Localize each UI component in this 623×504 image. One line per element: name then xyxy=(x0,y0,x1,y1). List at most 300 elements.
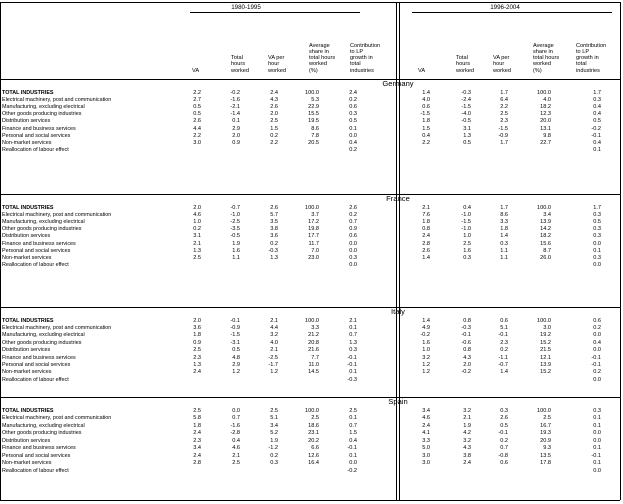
table-cell: 0.2 xyxy=(270,240,278,247)
country-header: Italy xyxy=(391,307,405,316)
row-label: Electrical machinery, post and communication xyxy=(2,96,112,103)
table-cell: 17.2 xyxy=(308,218,319,225)
row-label: TOTAL INDUSTRIES xyxy=(2,407,54,414)
table-cell: -1.6 xyxy=(230,422,240,429)
column-header-line: total xyxy=(350,61,361,68)
table-cell: 1.9 xyxy=(270,437,278,444)
table-cell: 4.8 xyxy=(232,354,240,361)
row-label: Personal and social services xyxy=(2,452,71,459)
table-cell: 20.8 xyxy=(308,339,319,346)
right-rule xyxy=(620,2,621,500)
table-cell: 0.6 xyxy=(500,317,508,324)
table-cell: 0.2 xyxy=(193,226,201,233)
table-cell: 1.4 xyxy=(500,369,508,376)
table-cell: 0.7 xyxy=(349,218,357,225)
table-cell: 17.8 xyxy=(540,460,551,466)
column-header-line: Average xyxy=(533,42,554,49)
table-cell: 3.2 xyxy=(463,437,471,444)
row-label: Finance and business services xyxy=(2,240,76,247)
table-cell: 2.4 xyxy=(463,460,471,466)
table-cell: 3.3 xyxy=(500,218,508,225)
table-cell: 2.8 xyxy=(422,240,430,247)
table-cell: 1.7 xyxy=(500,139,508,146)
row-label: Non-market services xyxy=(2,254,52,261)
table-cell: 1.7 xyxy=(593,204,601,211)
table-cell: -3.5 xyxy=(230,226,240,233)
table-cell: 2.6 xyxy=(500,415,508,421)
table-cell: 0.7 xyxy=(349,332,357,339)
table-cell: 2.5 xyxy=(193,347,201,354)
table-cell: 2.5 xyxy=(349,407,357,414)
column-header-line: Total xyxy=(231,55,243,62)
table-cell: 1.9 xyxy=(232,240,240,247)
table-cell: -2.8 xyxy=(230,430,240,436)
table-cell: -0.5 xyxy=(461,118,471,125)
column-header-line: VA xyxy=(418,67,426,74)
table-cell: 1.7 xyxy=(500,89,508,96)
table-cell: 23.1 xyxy=(308,430,319,436)
row-label: Other goods producing industries xyxy=(2,111,82,118)
table-cell: -2.5 xyxy=(230,218,240,225)
table-cell: -0.1 xyxy=(230,317,240,324)
country-rule xyxy=(0,307,620,308)
table-cell: 0.4 xyxy=(593,103,601,110)
table-cell: 0.0 xyxy=(232,407,240,414)
table-cell: -4.0 xyxy=(461,111,471,118)
table-cell: 0.0 xyxy=(593,262,601,269)
table-cell: 13.5 xyxy=(540,452,551,459)
table-cell: 4.2 xyxy=(463,430,471,436)
table-cell: 0.2 xyxy=(593,324,601,331)
table-cell: 16.7 xyxy=(540,422,551,429)
table-cell: 13.9 xyxy=(540,361,551,368)
row-label: Reallocation of labour effect xyxy=(2,376,69,383)
table-cell: 0.3 xyxy=(270,460,278,466)
table-cell: 8.6 xyxy=(311,125,319,132)
table-cell: 2.2 xyxy=(193,132,201,139)
table-cell: 0.1 xyxy=(349,369,357,376)
table-cell: 4.6 xyxy=(193,211,201,218)
table-cell: 1.5 xyxy=(422,125,430,132)
column-header-line: worked xyxy=(309,61,328,68)
table-cell: 0.0 xyxy=(593,347,601,354)
row-label: Finance and business services xyxy=(2,354,76,361)
table-cell: 4.0 xyxy=(422,96,430,103)
row-label: Distribution services xyxy=(2,437,51,444)
table-cell: 1.0 xyxy=(422,347,430,354)
table-cell: 1.8 xyxy=(422,118,430,125)
table-cell: -0.1 xyxy=(591,354,601,361)
table-cell: 0.3 xyxy=(349,347,357,354)
table-cell: 2.4 xyxy=(193,430,201,436)
period-divider-1 xyxy=(396,2,397,500)
row-label: Finance and business services xyxy=(2,125,76,132)
table-cell: 16.4 xyxy=(308,460,319,466)
table-cell: 0.4 xyxy=(593,339,601,346)
table-cell: 0.6 xyxy=(422,103,430,110)
row-label: Manufacturing, excluding electrical xyxy=(2,332,85,339)
table-cell: 17.7 xyxy=(308,233,319,240)
column-header-line: to LP xyxy=(576,48,590,55)
column-header-line: growth in xyxy=(350,55,373,62)
table-cell: -0.2 xyxy=(347,467,357,474)
column-header-line: total hours xyxy=(533,55,560,62)
table-cell: 2.7 xyxy=(193,96,201,103)
table-cell: 3.0 xyxy=(193,139,201,146)
table-cell: 1.3 xyxy=(193,247,201,254)
table-cell: 2.4 xyxy=(193,452,201,459)
row-label: Electrical machinery, post and communication xyxy=(2,415,112,421)
table-cell: -0.2 xyxy=(461,369,471,376)
table-cell: 0.0 xyxy=(349,247,357,254)
table-cell: 100.0 xyxy=(537,204,551,211)
column-header-line: worked xyxy=(493,67,512,74)
table-cell: 0.0 xyxy=(349,240,357,247)
row-label: Non-market services xyxy=(2,139,52,146)
row-label: Other goods producing industries xyxy=(2,430,82,436)
row-label: Distribution services xyxy=(2,118,51,125)
column-header-line: share in xyxy=(533,48,553,55)
bottom-rule xyxy=(0,500,620,501)
table-cell: 4.3 xyxy=(463,445,471,451)
table-cell: 3.0 xyxy=(422,452,430,459)
table-cell: 3.1 xyxy=(193,233,201,240)
table-cell: 1.6 xyxy=(232,247,240,254)
table-cell: 1.5 xyxy=(349,430,357,436)
table-cell: 1.8 xyxy=(193,332,201,339)
table-cell: 5.1 xyxy=(500,324,508,331)
table-cell: 0.1 xyxy=(232,118,240,125)
table-cell: 0.4 xyxy=(422,132,430,139)
table-cell: 0.1 xyxy=(349,415,357,421)
table-cell: 0.7 xyxy=(232,415,240,421)
row-label: Manufacturing, excluding electrical xyxy=(2,422,85,429)
table-cell: -0.3 xyxy=(268,247,278,254)
table-cell: -0.1 xyxy=(498,332,508,339)
table-cell: 1.4 xyxy=(422,254,430,261)
table-cell: 14.5 xyxy=(308,369,319,376)
table-cell: 6.6 xyxy=(311,445,319,451)
table-cell: 2.2 xyxy=(270,139,278,146)
column-header-line: VA xyxy=(192,67,200,74)
column-header-line: to LP xyxy=(350,48,364,55)
table-cell: 0.2 xyxy=(500,437,508,444)
table-cell: 2.1 xyxy=(270,317,278,324)
table-cell: 1.3 xyxy=(463,132,471,139)
table-cell: 2.6 xyxy=(270,103,278,110)
row-label: Distribution services xyxy=(2,347,51,354)
table-cell: 0.9 xyxy=(232,139,240,146)
table-cell: 1.8 xyxy=(193,422,201,429)
table-cell: 2.1 xyxy=(349,317,357,324)
table-cell: 0.4 xyxy=(593,111,601,118)
column-header-line: VA per xyxy=(268,55,285,62)
table-cell: 3.0 xyxy=(422,460,430,466)
table-cell: 3.2 xyxy=(463,407,471,414)
table-cell: 2.1 xyxy=(270,347,278,354)
row-label: TOTAL INDUSTRIES xyxy=(2,204,54,211)
table-cell: 0.0 xyxy=(349,262,357,269)
table-cell: 8.7 xyxy=(543,247,551,254)
table-cell: 0.1 xyxy=(593,460,601,466)
column-header-line: total hours xyxy=(309,55,336,62)
table-cell: 11.7 xyxy=(308,240,319,247)
table-cell: 1.3 xyxy=(349,339,357,346)
table-cell: -0.1 xyxy=(461,332,471,339)
row-label: TOTAL INDUSTRIES xyxy=(2,89,54,96)
table-cell: 3.8 xyxy=(270,226,278,233)
column-header-line: Total xyxy=(456,55,468,62)
table-cell: 1.5 xyxy=(270,125,278,132)
table-cell: 4.3 xyxy=(270,96,278,103)
table-cell: 0.0 xyxy=(593,437,601,444)
table-cell: 3.4 xyxy=(270,422,278,429)
table-cell: -0.1 xyxy=(591,361,601,368)
table-cell: -0.9 xyxy=(498,132,508,139)
table-cell: 0.8 xyxy=(463,317,471,324)
table-cell: 4.6 xyxy=(422,415,430,421)
table-cell: -0.2 xyxy=(230,89,240,96)
table-cell: -0.2 xyxy=(420,332,430,339)
left-rule xyxy=(0,2,1,500)
table-cell: 3.3 xyxy=(311,324,319,331)
top-rule xyxy=(0,2,620,3)
table-cell: -1.5 xyxy=(498,125,508,132)
column-header-line: (%) xyxy=(533,67,542,74)
table-cell: 0.2 xyxy=(270,132,278,139)
table-cell: 2.9 xyxy=(232,125,240,132)
table-cell: 0.4 xyxy=(349,139,357,146)
table-cell: 0.1 xyxy=(349,125,357,132)
table-cell: -2.4 xyxy=(461,96,471,103)
table-cell: 0.4 xyxy=(463,204,471,211)
table-cell: -0.7 xyxy=(230,204,240,211)
table-cell: 2.1 xyxy=(422,204,430,211)
table-cell: 0.6 xyxy=(349,103,357,110)
table-cell: 4.3 xyxy=(463,354,471,361)
table-cell: 18.2 xyxy=(540,103,551,110)
row-label: Non-market services xyxy=(2,369,52,376)
table-cell: 100.0 xyxy=(537,89,551,96)
table-cell: 2.5 xyxy=(500,111,508,118)
table-cell: 0.7 xyxy=(349,422,357,429)
row-label: Distribution services xyxy=(2,233,51,240)
table-cell: 14.2 xyxy=(540,226,551,233)
row-label: Personal and social services xyxy=(2,361,71,368)
table-cell: 5.8 xyxy=(193,415,201,421)
table-cell: -2.1 xyxy=(230,103,240,110)
column-header-line: hours xyxy=(231,61,245,68)
table-cell: 1.1 xyxy=(500,247,508,254)
row-label: Non-market services xyxy=(2,460,52,466)
table-cell: 11.0 xyxy=(308,361,319,368)
table-cell: -0.9 xyxy=(230,324,240,331)
table-cell: 0.0 xyxy=(593,332,601,339)
row-label: Finance and business services xyxy=(2,445,76,451)
table-cell: 1.6 xyxy=(422,339,430,346)
table-cell: 0.5 xyxy=(593,118,601,125)
table-cell: 0.3 xyxy=(593,211,601,218)
table-cell: 5.7 xyxy=(270,211,278,218)
table-cell: 0.1 xyxy=(593,415,601,421)
column-header-line: hour xyxy=(268,61,280,68)
table-cell: 3.3 xyxy=(422,437,430,444)
table-cell: 2.5 xyxy=(232,460,240,466)
table-cell: 0.8 xyxy=(463,347,471,354)
table-cell: 12.1 xyxy=(540,354,551,361)
table-cell: 4.1 xyxy=(422,430,430,436)
column-header-line: worked xyxy=(231,67,250,74)
table-cell: -0.3 xyxy=(347,376,357,383)
table-cell: 5.3 xyxy=(311,96,319,103)
table-cell: 7.7 xyxy=(311,354,319,361)
table-cell: 100.0 xyxy=(305,204,319,211)
table-cell: 13.1 xyxy=(540,125,551,132)
table-cell: -1.4 xyxy=(230,111,240,118)
table-cell: -0.7 xyxy=(498,361,508,368)
table-cell: 2.5 xyxy=(270,118,278,125)
table-cell: 19.8 xyxy=(308,226,319,233)
table-cell: 0.3 xyxy=(349,254,357,261)
table-cell: 2.5 xyxy=(543,415,551,421)
table-cell: 2.1 xyxy=(193,240,201,247)
table-cell: 4.6 xyxy=(232,445,240,451)
table-cell: 2.3 xyxy=(193,437,201,444)
table-cell: 1.4 xyxy=(422,317,430,324)
table-cell: -0.8 xyxy=(498,452,508,459)
table-cell: 1.9 xyxy=(463,422,471,429)
table-cell: 20.9 xyxy=(540,437,551,444)
table-cell: 0.5 xyxy=(349,118,357,125)
table-cell: 100.0 xyxy=(305,89,319,96)
table-cell: 2.0 xyxy=(193,204,201,211)
column-header-line: Contribution xyxy=(576,42,607,49)
table-cell: 15.2 xyxy=(540,339,551,346)
table-cell: 2.6 xyxy=(270,204,278,211)
column-header-line: worked xyxy=(456,67,475,74)
table-cell: 4.0 xyxy=(543,96,551,103)
country-header: France xyxy=(386,194,410,203)
table-cell: 2.1 xyxy=(463,415,471,421)
row-label: Electrical machinery, post and communication xyxy=(2,324,112,331)
table-cell: 0.5 xyxy=(593,218,601,225)
table-cell: 0.2 xyxy=(349,211,357,218)
table-cell: 0.1 xyxy=(593,147,601,154)
table-cell: 1.3 xyxy=(193,361,201,368)
table-cell: 4.4 xyxy=(270,324,278,331)
table-cell: 12.3 xyxy=(540,111,551,118)
column-header-line: growth in xyxy=(576,55,599,62)
table-cell: 9.8 xyxy=(543,132,551,139)
table-cell: 20.2 xyxy=(308,437,319,444)
table-cell: 1.7 xyxy=(500,204,508,211)
table-cell: 0.1 xyxy=(349,452,357,459)
table-cell: 3.7 xyxy=(311,211,319,218)
table-cell: 2.0 xyxy=(232,132,240,139)
table-cell: 0.4 xyxy=(593,139,601,146)
table-cell: 15.5 xyxy=(308,111,319,118)
column-header-line: total xyxy=(576,61,587,68)
table-cell: 2.6 xyxy=(422,247,430,254)
table-cell: 2.2 xyxy=(500,103,508,110)
table-cell: 0.0 xyxy=(593,467,601,474)
table-cell: -1.1 xyxy=(498,354,508,361)
table-cell: 0.2 xyxy=(593,369,601,376)
table-cell: 18.2 xyxy=(540,233,551,240)
table-cell: 0.6 xyxy=(349,233,357,240)
table-cell: 0.0 xyxy=(593,376,601,383)
column-header-line: industries xyxy=(350,67,374,74)
table-cell: -3.1 xyxy=(230,339,240,346)
table-cell: 0.9 xyxy=(349,226,357,233)
table-cell: -0.1 xyxy=(591,452,601,459)
period-header: 1980-1995 xyxy=(231,4,261,11)
table-cell: 5.0 xyxy=(422,445,430,451)
table-cell: 0.1 xyxy=(593,445,601,451)
table-cell: 3.5 xyxy=(270,218,278,225)
table-cell: 2.5 xyxy=(193,407,201,414)
period-header: 1996-2004 xyxy=(490,4,520,11)
table-cell: 0.2 xyxy=(349,147,357,154)
table-cell: 1.4 xyxy=(422,89,430,96)
table-cell: 0.0 xyxy=(349,460,357,466)
table-cell: 0.0 xyxy=(349,132,357,139)
table-cell: 1.4 xyxy=(500,233,508,240)
table-cell: 21.5 xyxy=(540,347,551,354)
table-cell: 2.8 xyxy=(193,460,201,466)
table-cell: 2.2 xyxy=(193,89,201,96)
table-cell: 2.2 xyxy=(422,139,430,146)
row-label: Manufacturing, excluding electrical xyxy=(2,218,85,225)
table-cell: 8.6 xyxy=(500,211,508,218)
row-label: Reallocation of labour effect xyxy=(2,262,69,269)
table-cell: 4.9 xyxy=(422,324,430,331)
table-cell: 0.6 xyxy=(500,460,508,466)
table-cell: 22.7 xyxy=(540,139,551,146)
table-cell: -1.0 xyxy=(461,211,471,218)
table-cell: 100.0 xyxy=(537,317,551,324)
table-cell: 0.3 xyxy=(593,96,601,103)
table-cell: 21.6 xyxy=(308,347,319,354)
table-cell: 2.4 xyxy=(422,422,430,429)
column-header-line: Contribution xyxy=(350,42,381,49)
table-cell: 1.0 xyxy=(463,233,471,240)
table-cell: 3.4 xyxy=(422,407,430,414)
column-header-line: (%) xyxy=(309,67,318,74)
table-cell: 1.8 xyxy=(422,218,430,225)
table-cell: 2.6 xyxy=(349,204,357,211)
table-cell: 3.8 xyxy=(463,452,471,459)
table-cell: 0.5 xyxy=(500,422,508,429)
table-cell: 2.6 xyxy=(193,118,201,125)
table-cell: -0.1 xyxy=(498,430,508,436)
table-cell: 1.1 xyxy=(500,254,508,261)
table-cell: 0.2 xyxy=(349,96,357,103)
table-cell: 18.6 xyxy=(308,422,319,429)
table-cell: 1.2 xyxy=(270,369,278,376)
table-cell: 7.6 xyxy=(422,211,430,218)
table-cell: 2.4 xyxy=(349,89,357,96)
table-cell: 0.5 xyxy=(193,111,201,118)
country-header: Spain xyxy=(388,397,408,406)
table-cell: -1.5 xyxy=(461,218,471,225)
table-cell: 21.2 xyxy=(308,332,319,339)
table-cell: 5.2 xyxy=(270,430,278,436)
table-cell: -1.7 xyxy=(268,361,278,368)
table-cell: 0.9 xyxy=(193,339,201,346)
table-cell: 1.3 xyxy=(270,254,278,261)
table-cell: 19.3 xyxy=(540,430,551,436)
